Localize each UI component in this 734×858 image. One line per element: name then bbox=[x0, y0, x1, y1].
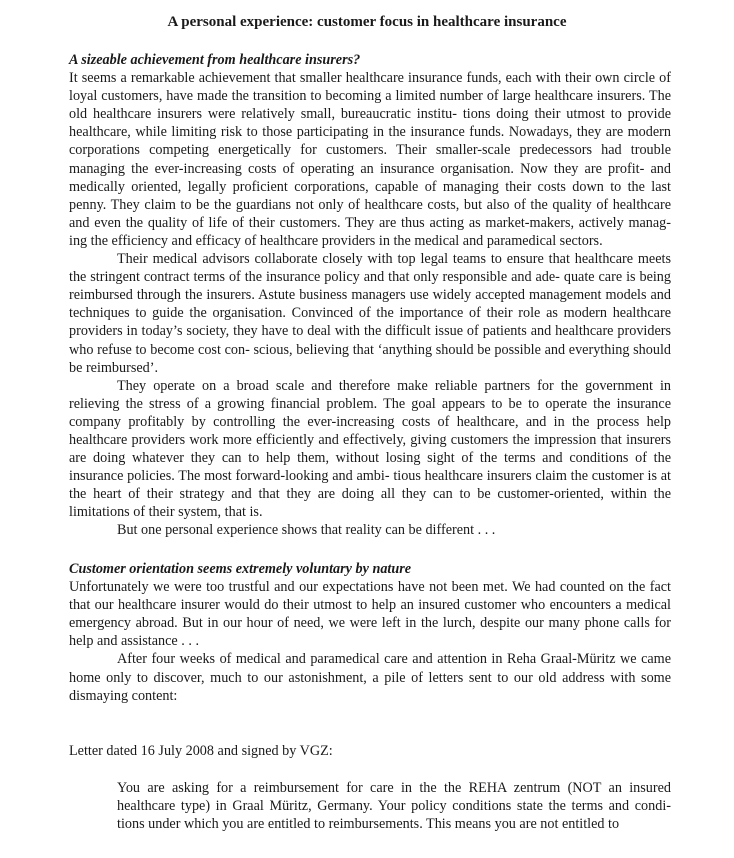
letter-intro: Letter dated 16 July 2008 and signed by VGZ: bbox=[69, 743, 333, 759]
section-achievement bbox=[69, 51, 671, 540]
paragraph: Unfortunately we were too trustful and our expectations have not been met. We had counted on the fact that our healthcare insurer would do their utmost to help an insured customer who encounters a medical emergency abroad. But in our hour of need, we were left in the lurch, despite our many phone calls for help and assistance . . . bbox=[69, 579, 671, 650]
section-heading: Customer orientation seems extremely voluntary by nature bbox=[69, 561, 412, 577]
paragraph: They operate on a broad scale and therefore make reliable partners for the government in relieving the stress of a growing financial problem. The goal appears to be to operate the insurance company profitably by controlling the ever-increasing costs of healthcare, and in the process help healthcare providers work more efficiently and effectively, giving customers the impression that insurers are doing whatever they can to help them, without losing sight of the terms and conditions of the insurance policies. The most forward-looking and ambi- tious healthcare insurers claim the customer is at the heart of their strategy and that they are doing all they can to be customer-oriented, within the limitations of their system, that is. bbox=[69, 377, 671, 521]
paragraph: It seems a remarkable achievement that smaller healthcare insurance funds, each with their own circle of loyal customers, have made the transition to becoming a limited number of large healthcare insurers. The old healthcare insurers were relatively small, bureaucratic institu- tions doing their utmost to provide healthcare, while limiting risk to those participating in the insurance funds. Nowadays, they are modern corporations competing energetically for customers. Their smaller-scale predecessors had trouble managing the ever-increasing costs of operating an insurance organisation. Now they are profit- and medically oriented, legally proficient corporations, capable of managing their costs down to the last penny. They claim to be the guardians not only of healthcare costs, but also of the quality of healthcare and even the quality of life of their customers. They are thus acting as market-makers, actively manag- ing the efficiency and efficacy of healthcare providers in the medical and paramedical sectors. bbox=[69, 70, 671, 249]
paragraph: Their medical advisors collaborate closely with top legal teams to ensure that healthcare meets the stringent contract terms of the insurance policy and that only responsible and ade- quate care is being reimbursed through the insurers. Astute business managers use widely accepted management models and techniques to guide the organisation. Convinced of the importance of their role as modern healthcare providers in today’s society, they have to deal with the difficult issue of patients and healthcare providers who refuse to become cost con- scious, believing that ‘anything should be possible and everything should be reimbursed’. bbox=[69, 251, 671, 376]
paragraph: After four weeks of medical and paramedical care and attention in Reha Graal-Müritz we came home only to discover, much to our astonishment, a pile of letters sent to our old address with some dismaying content: bbox=[69, 651, 671, 704]
letter-quote bbox=[117, 779, 671, 833]
quote-text: You are asking for a reimbursement for care in the the REHA zentrum (NOT an insured healthcare type) in Graal Müritz, Germany. Your policy conditions state the terms and condi- tions under which you are entitled to reimbursements. This means you are not entitled to bbox=[117, 780, 671, 833]
section-customer-orientation bbox=[69, 560, 671, 705]
section-heading: A sizeable achievement from healthcare insurers? bbox=[69, 52, 361, 68]
paragraph: But one personal experience shows that reality can be different . . . bbox=[117, 522, 496, 539]
document-title: A personal experience: customer focus in healthcare insurance bbox=[167, 14, 567, 30]
